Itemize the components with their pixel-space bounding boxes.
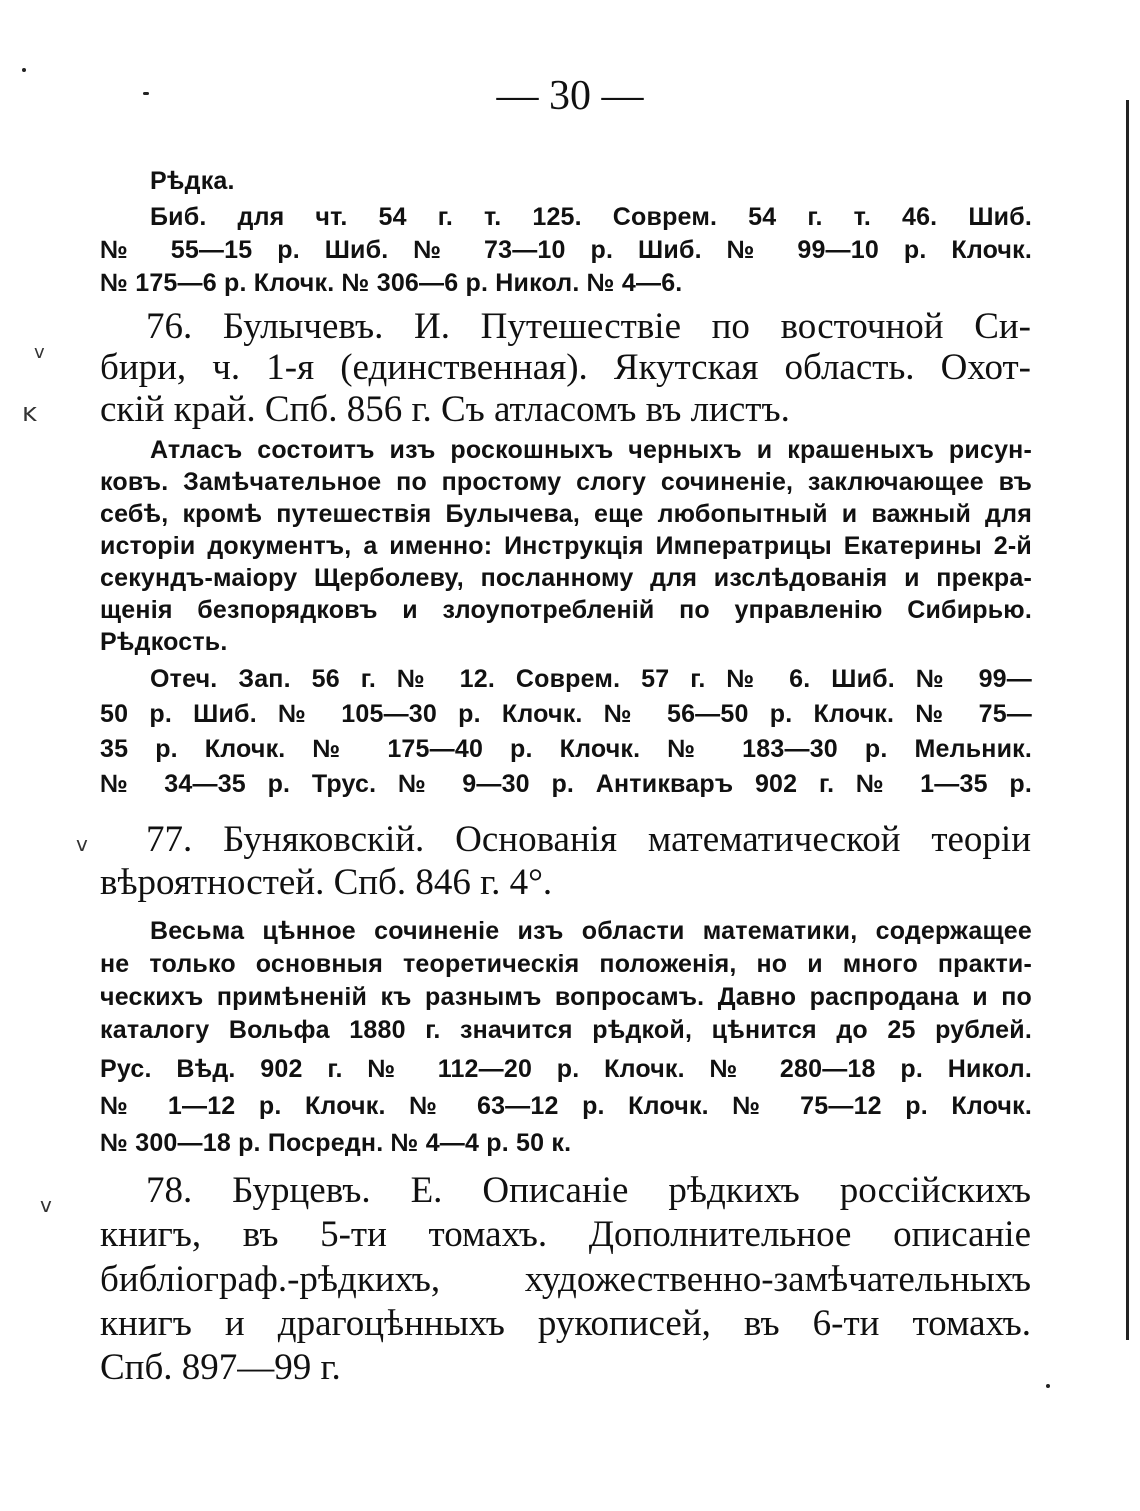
margin-mark: v: [40, 1193, 52, 1217]
entry-description-line: секундъ-маіору Щерболеву, посланному для изслѣдованія и прекра-: [100, 564, 1032, 592]
margin-mark: v: [76, 832, 88, 856]
entry-description-line: ковъ. Замѣчательное по простому слогу сочиненіе, заключающее въ: [100, 468, 1032, 496]
entry-title-line: Спб. 897—99 г.: [100, 1347, 341, 1388]
entry-description-line: Весьма цѣнное сочиненіе изъ области математики, содержащее: [150, 917, 1032, 945]
entry-price-line: № 1—12 р. Клочк. № 63—12 р. Клочк. № 75—12 р. Клочк.: [100, 1092, 1032, 1120]
page-edge-shadow: [1126, 100, 1129, 1340]
prev-entry-price-line: № 55—15 р. Шиб. № 73—10 р. Шиб. № 99—10 р. Клочк.: [100, 236, 1032, 264]
entry-price-line: Отеч. Зап. 56 г. № 12. Соврем. 57 г. № 6. Шиб. № 99—: [150, 665, 1032, 693]
entry-title-line: 77. Буняковскій. Основанія математической теоріи: [146, 819, 1031, 860]
entry-price-line: № 34—35 р. Трус. № 9—30 р. Антикваръ 902 г. № 1—35 р.: [100, 770, 1032, 798]
entry-description-line: не только основныя теоретическія положенія, но и много практи-: [100, 950, 1032, 978]
prev-entry-price-line: Биб. для чт. 54 г. т. 125. Соврем. 54 г. т. 46. Шиб.: [150, 203, 1032, 231]
margin-mark: ĸ: [22, 398, 38, 428]
entry-title-line: вѣроятностей. Спб. 846 г. 4°.: [100, 862, 553, 903]
scan-speck: [1046, 1384, 1050, 1388]
entry-title-line: библіограф.-рѣдкихъ, художественно-замѣчательныхъ: [100, 1259, 1031, 1300]
entry-description-line: Атласъ состоитъ изъ роскошныхъ черныхъ и крашеныхъ рисун-: [150, 436, 1032, 464]
entry-title-line: 76. Булычевъ. И. Путешествіе по восточной Си-: [146, 306, 1031, 347]
entry-title-line: 78. Бурцевъ. Е. Описаніе рѣдкихъ россійскихъ: [146, 1170, 1031, 1211]
entry-description-line: каталогу Вольфа 1880 г. значится рѣдкой, цѣнится до 25 рублей.: [100, 1016, 1032, 1044]
prev-entry-price-line: № 175—6 р. Клочк. № 306—6 р. Никол. № 4—6.: [100, 269, 683, 297]
entry-price-line: № 300—18 р. Посредн. № 4—4 р. 50 к.: [100, 1129, 572, 1157]
prev-entry-note: Рѣдка.: [150, 167, 235, 195]
entry-description-line: Рѣдкость.: [100, 628, 228, 656]
page-number: — 30 —: [496, 73, 644, 119]
entry-description-line: исторіи документъ, а именно: Инструкція Императрицы Екатерины 2-й: [100, 532, 1032, 560]
entry-description-line: щенія безпорядковъ и злоупотребленій по управленію Сибирью.: [100, 596, 1032, 624]
entry-title-line: книгъ и драгоцѣнныхъ рукописей, въ 6-ти томахъ.: [100, 1303, 1031, 1344]
entry-price-line: 35 р. Клочк. № 175—40 р. Клочк. № 183—30 р. Мельник.: [100, 735, 1032, 763]
margin-mark: v: [34, 342, 45, 363]
entry-description-line: ческихъ примѣненій къ разнымъ вопросамъ. Давно распродана и по: [100, 983, 1032, 1011]
entry-price-line: 50 р. Шиб. № 105—30 р. Клочк. № 56—50 р. Клочк. № 75—: [100, 700, 1032, 728]
entry-title-line: скій край. Спб. 856 г. Съ атласомъ въ листъ.: [100, 389, 790, 430]
entry-description-line: себѣ, кромѣ путешествія Булычева, еще любопытный и важный для: [100, 500, 1032, 528]
entry-title-line: книгъ, въ 5-ти томахъ. Дополнительное описаніе: [100, 1214, 1031, 1255]
entry-price-line: Рус. Вѣд. 902 г. № 112—20 р. Клочк. № 280—18 р. Никол.: [100, 1055, 1032, 1083]
entry-title-line: бири, ч. 1-я (единственная). Якутская область. Охот-: [100, 347, 1031, 388]
